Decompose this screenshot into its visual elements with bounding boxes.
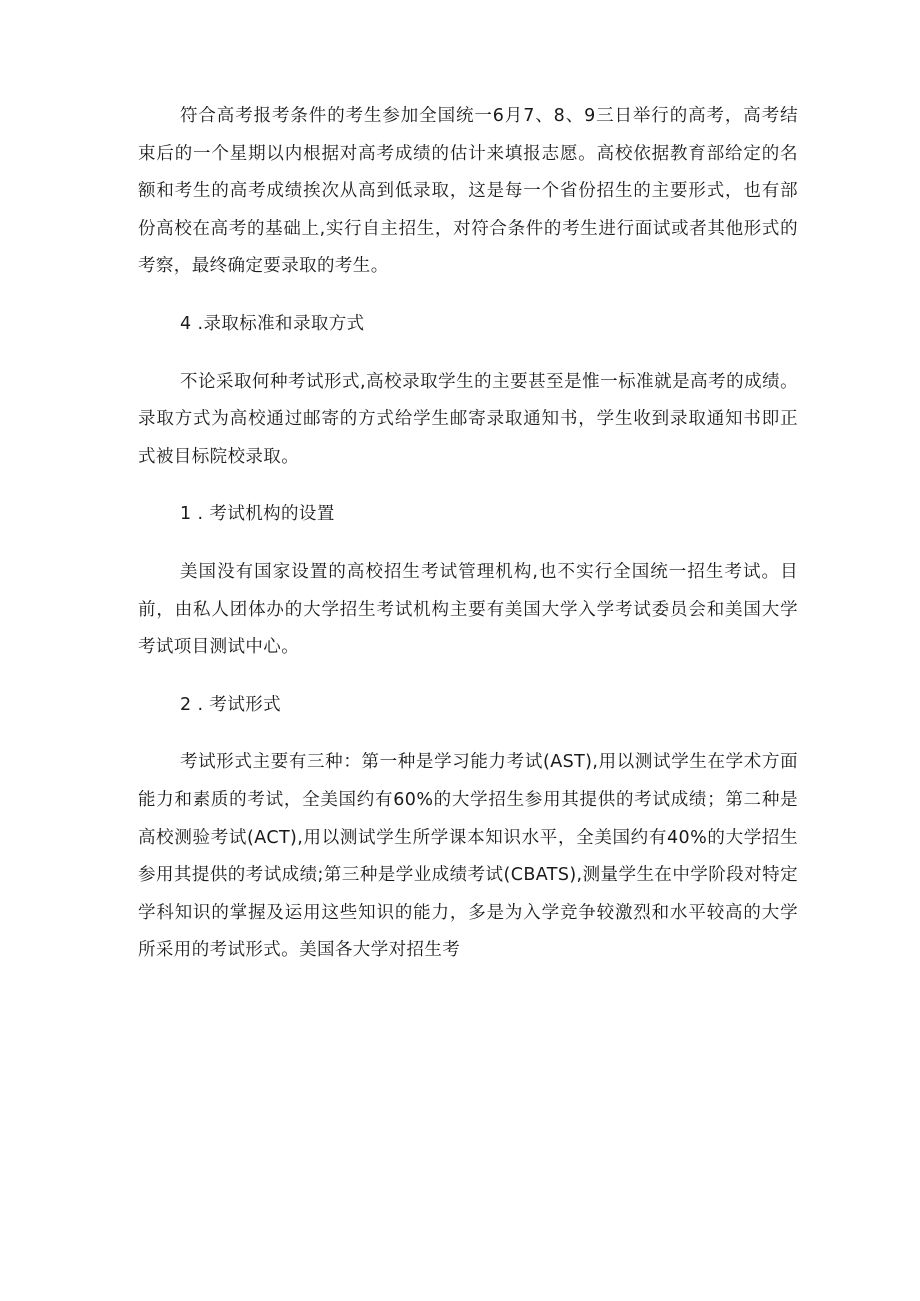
paragraph-admission-standards: 不论采取何种考试形式,高校录取学生的主要甚至是惟一标准就是高考的成绩。录取方式为高校通过邮寄的方式给学生邮寄录取通知书，学生收到录取通知书即正式被目标院校录取。: [138, 371, 798, 467]
heading-exam-forms: 2 . 考试形式: [180, 694, 282, 715]
heading-admission-standards: 4 .录取标准和录取方式: [180, 313, 365, 334]
paragraph-exam-forms: 考试形式主要有三种：第一种是学习能力考试(AST),用以测试学生在学术方面能力和素质的考试，全美国约有60%的大学招生参用其提供的考试成绩；第二种是高校测验考试(ACT),用以测试学生所学课本知识水平，全美国约有40%的大学招生参用其提供的考试成绩;第三种是学业成绩考试(CBATS),测量学生在中学阶段对特定学科知识的掌握及运用这些知识的能力，多是为入学竞争较激烈和水平较高的大学所采用的考试形式。美国各大学对招生考: [138, 752, 798, 961]
paragraph-gaokao-process: 符合高考报考条件的考生参加全国统一6月7、8、9三日举行的高考，高考结束后的一个星期以内根据对高考成绩的估计来填报志愿。高校依据教育部给定的名额和考生的高考成绩挨次从高到低录取，这是每一个省份招生的主要形式，也有部份高校在高考的基础上,实行自主招生，对符合条件的考生进行面试或者其他形式的考察，最终确定要录取的考生。: [138, 106, 798, 277]
heading-exam-institutions: 1 . 考试机构的设置: [180, 504, 335, 525]
paragraph-exam-institutions: 美国没有国家设置的高校招生考试管理机构,也不实行全国统一招生考试。目前，由私人团体办的大学招生考试机构主要有美国大学入学考试委员会和美国大学考试项目测试中心。: [138, 561, 798, 658]
document-body: [138, 98, 798, 990]
